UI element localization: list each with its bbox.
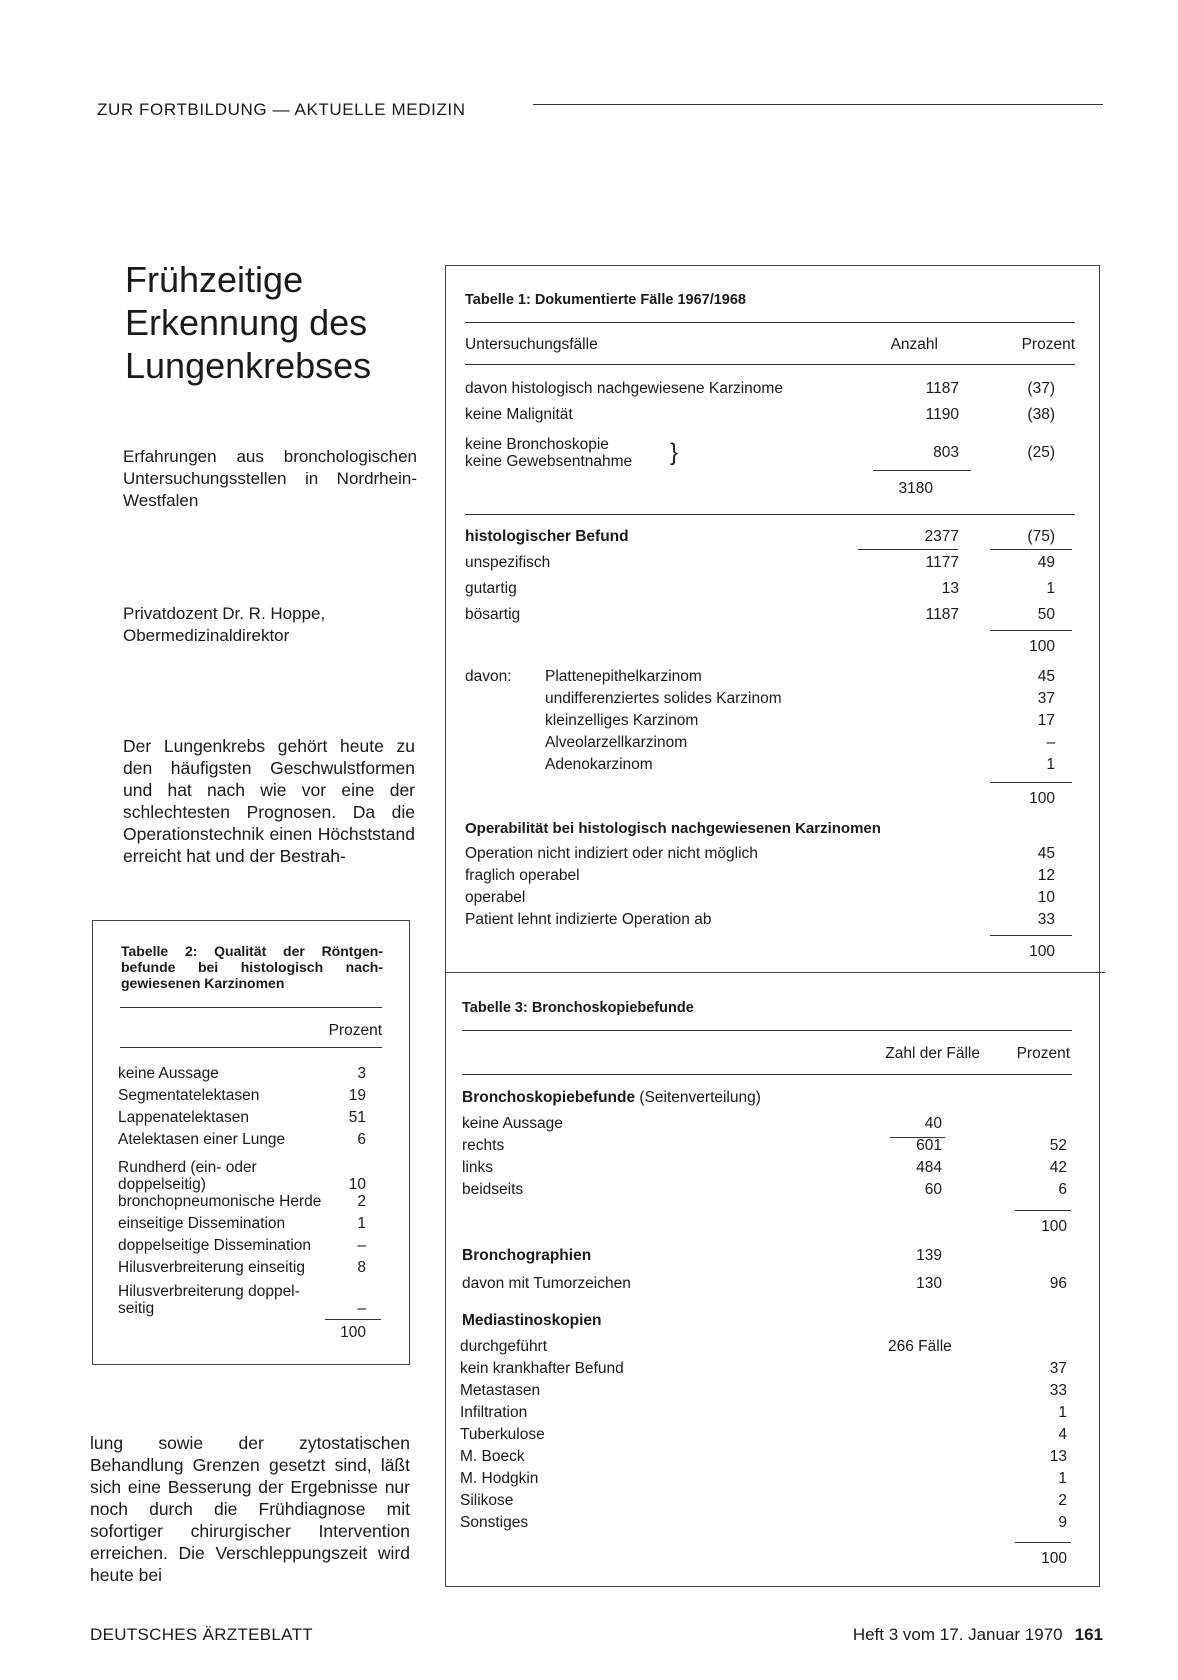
row-label: keine Gewebsentnahme: [465, 453, 633, 470]
table1-caption: Tabelle 1: Dokumentierte Fälle 1967/1968: [465, 292, 747, 308]
row-label: davon histologisch nachgewiesene Karzinome: [465, 380, 783, 397]
table3-col-count: Zahl der Fälle: [885, 1045, 980, 1062]
row-value: 8: [357, 1259, 366, 1276]
row-percent: 50: [1037, 606, 1055, 623]
table2-row: [118, 1153, 366, 1193]
table1-row: [465, 554, 1055, 580]
row-count: 40: [924, 1115, 942, 1132]
table3-col-percent: Prozent: [1016, 1045, 1070, 1062]
row-value: 51: [348, 1109, 366, 1126]
row-value: –: [357, 1300, 366, 1317]
row-label: Hilusverbreiterung einseitig: [118, 1259, 305, 1276]
table3-row: [460, 1470, 1067, 1492]
row-count: 484: [916, 1159, 942, 1176]
row-percent: 1: [1058, 1404, 1067, 1421]
row-value: 6: [357, 1131, 366, 1148]
types-sum-rule: [990, 782, 1072, 783]
davon-label: davon:: [465, 668, 512, 685]
row-count: 1187: [925, 380, 959, 397]
author-line: Privatdozent Dr. R. Hoppe,: [123, 604, 326, 623]
row-label: M. Hodgkin: [460, 1470, 539, 1487]
row-value: 3: [357, 1065, 366, 1082]
broncho-heading-suffix: (Seitenverteilung): [639, 1089, 761, 1106]
broncho-sum-rule: [1015, 1210, 1071, 1211]
row-percent: 10: [1037, 889, 1055, 906]
table1-row: [545, 756, 1055, 778]
mediastino-sum-rule: [1015, 1542, 1071, 1543]
table1-row: [545, 668, 1055, 690]
row-percent: 37: [1049, 1360, 1067, 1377]
row-percent: (37): [1027, 380, 1055, 397]
table1-row: [465, 580, 1055, 606]
table3-row: [462, 1137, 1067, 1159]
table3-rule-top: [462, 1030, 1072, 1031]
row-label: bronchopneumonische Herde: [118, 1193, 322, 1210]
footer-journal: DEUTSCHES ÄRZTEBLATT: [90, 1625, 313, 1644]
row-percent: (25): [1027, 444, 1055, 461]
table2-rule-top: [120, 1007, 382, 1008]
row-label: keine Aussage: [118, 1065, 219, 1082]
table3-row: [460, 1404, 1067, 1426]
table2-row: [118, 1259, 366, 1281]
table1-row: [465, 406, 1055, 432]
histo-count-rule: [858, 549, 958, 550]
row-label: unspezifisch: [465, 554, 551, 571]
oper-sum-rule: [990, 935, 1072, 936]
table2-body: [118, 1065, 366, 1317]
row-count: 1187: [925, 606, 959, 623]
row-count: 139: [916, 1247, 942, 1264]
row-label: bösartig: [465, 606, 521, 623]
table1-row: [465, 867, 1055, 889]
histo-sum-rule: [990, 630, 1072, 631]
table1-oper: [465, 845, 1055, 933]
table3-rule-header: [462, 1074, 1072, 1075]
row-label: Operation nicht indiziert oder nicht möglich: [465, 845, 758, 862]
broncho-count-rule: [890, 1137, 945, 1138]
table3-row: [462, 1159, 1067, 1181]
table2-row: [118, 1131, 366, 1153]
table3-row: [462, 1275, 1067, 1301]
table2-rule-header: [120, 1047, 382, 1048]
row-label: Patient lehnt indizierte Operation ab: [465, 911, 712, 928]
table3-row: [460, 1426, 1067, 1448]
table3-row: [460, 1338, 1067, 1360]
row-label: Infiltration: [460, 1404, 528, 1421]
row-label: Sonstiges: [460, 1514, 529, 1531]
caption-line: Tabelle 2: Qualität der Röntgen-: [121, 943, 383, 959]
row-percent: 12: [1037, 867, 1055, 884]
row-percent: 13: [1049, 1448, 1067, 1465]
table1-row: [465, 528, 1055, 554]
row-value: –: [357, 1237, 366, 1254]
table2-sum-rule: [325, 1319, 381, 1320]
row-percent: 2: [1058, 1492, 1067, 1509]
row-percent: 1: [1058, 1470, 1067, 1487]
table3-bronchographien: [462, 1247, 1067, 1301]
table3-row: [462, 1115, 1067, 1137]
table1-histo-total: 100: [1029, 638, 1055, 655]
table2-caption: [121, 943, 383, 991]
row-count: 803: [933, 444, 959, 461]
row-label: durchgeführt: [460, 1338, 548, 1355]
row-percent: 33: [1049, 1382, 1067, 1399]
table1-rule-mid: [465, 514, 1075, 515]
table2-row: [118, 1109, 366, 1131]
row-label: rechts: [462, 1137, 505, 1154]
row-label: links: [462, 1159, 494, 1176]
row-label: Alveolarzellkarzinom: [545, 734, 688, 751]
row-label: keine Malignität: [465, 406, 573, 423]
row-label: Rundherd (ein- oder doppelseitig): [118, 1159, 257, 1193]
broncho-heading-label: Bronchoskopiebefunde: [462, 1089, 636, 1106]
table3-row: [462, 1247, 1067, 1275]
row-count: 13: [941, 580, 959, 597]
table1-rule-top: [465, 322, 1075, 323]
table-divider: [445, 972, 1105, 973]
row-label: Silikose: [460, 1492, 514, 1509]
row-count: 130: [916, 1275, 942, 1292]
table1-sum-rule: [873, 470, 971, 471]
row-label: fraglich operabel: [465, 867, 580, 884]
row-count: 2377: [924, 528, 959, 545]
row-percent: 49: [1037, 554, 1055, 571]
caption-line: gewiesenen Karzinomen: [121, 975, 285, 991]
author: [123, 603, 325, 647]
running-head: ZUR FORTBILDUNG — AKTUELLE MEDIZIN: [97, 100, 466, 119]
row-label: Hilusverbreiterung doppel- seitig: [118, 1283, 300, 1317]
table1-cases-total: 3180: [898, 480, 933, 497]
row-percent: 96: [1049, 1275, 1067, 1292]
footer-issue: Heft 3 vom 17. Januar 1970: [852, 1625, 1063, 1644]
row-label: Lappenatelektasen: [118, 1109, 250, 1126]
table1-types: [545, 668, 1055, 778]
header-rule: [533, 104, 1103, 105]
title-line: Frühzeitige: [125, 259, 304, 300]
row-label: Segmentatelektasen: [118, 1087, 260, 1104]
table2-row: [118, 1215, 366, 1237]
row-percent: 42: [1049, 1159, 1067, 1176]
article-subtitle: Erfahrungen aus bronchologischen Untersuchungsstellen in Nordrhein-Westfalen: [123, 447, 417, 510]
table2-column-header: Prozent: [328, 1022, 382, 1039]
table2-row: [118, 1237, 366, 1259]
table3-row: [462, 1181, 1067, 1203]
table1-col-count: Anzahl: [890, 336, 938, 353]
operabilitaet-heading: Operabilität bei histologisch nachgewiesenen Karzinomen: [465, 820, 881, 837]
row-value: 19: [348, 1087, 366, 1104]
table1-col-percent: Prozent: [1021, 336, 1075, 353]
row-label: doppelseitige Dissemination: [118, 1237, 312, 1254]
row-value: 10: [348, 1176, 366, 1193]
row-percent: 45: [1037, 845, 1055, 862]
row-percent: 1: [1046, 580, 1055, 597]
table1-row: [465, 889, 1055, 911]
row-label: beidseits: [462, 1181, 524, 1198]
page-number: 161: [1074, 1625, 1103, 1644]
row-count: 60: [924, 1181, 942, 1198]
row-label: Metastasen: [460, 1382, 541, 1399]
row-count: 1190: [925, 406, 959, 423]
table1-row: [465, 380, 1055, 406]
row-percent: 9: [1058, 1514, 1067, 1531]
table1-bracket-row: [465, 436, 1055, 472]
table2-total: 100: [340, 1324, 366, 1341]
row-label: kleinzelliges Karzinom: [545, 712, 699, 729]
row-value: 1: [357, 1215, 366, 1232]
row-percent: (75): [1027, 528, 1055, 545]
footer-issue-line: [853, 1625, 1103, 1645]
table2-row: [118, 1087, 366, 1109]
table1-types-total: 100: [1029, 790, 1055, 807]
row-percent: 37: [1037, 690, 1055, 707]
row-percent: 33: [1037, 911, 1055, 928]
body-text-part1: Der Lungenkrebs gehört heute zu den häufigsten Geschwulstformen und hat nach wie vor eine der schlechtesten Prognosen. Da die Operationstechnik einen Höchststand erreicht hat und der Bestrah-: [123, 736, 415, 866]
table3-caption: Tabelle 3: Bronchoskopiebefunde: [462, 1000, 694, 1016]
row-label: keine Aussage: [462, 1115, 563, 1132]
row-label: M. Boeck: [460, 1448, 525, 1465]
row-label: Bronchographien: [462, 1247, 592, 1264]
article-title: [125, 258, 371, 387]
table2-row: [118, 1281, 366, 1317]
table3-row: [460, 1382, 1067, 1404]
table2-row: [118, 1193, 366, 1215]
table3-row: [460, 1492, 1067, 1514]
table1-histo: [465, 528, 1055, 632]
table3-row: [460, 1448, 1067, 1470]
row-percent: (38): [1027, 406, 1055, 423]
brace-icon: }: [670, 439, 679, 466]
table3-row: [460, 1514, 1067, 1536]
table3-broncho-total: 100: [1041, 1218, 1067, 1235]
row-percent: 6: [1058, 1181, 1067, 1198]
row-percent: 4: [1058, 1426, 1067, 1443]
table1-rule-header: [465, 364, 1075, 365]
row-count: 1177: [925, 554, 959, 571]
row-label: gutartig: [465, 580, 517, 597]
row-label: einseitige Dissemination: [118, 1215, 286, 1232]
row-label: undifferenziertes solides Karzinom: [545, 690, 782, 707]
row-percent: 45: [1037, 668, 1055, 685]
row-percent: 1: [1046, 756, 1055, 773]
row-percent: 17: [1037, 712, 1055, 729]
row-label: operabel: [465, 889, 526, 906]
table3-mediastino: [460, 1338, 1067, 1536]
row-count: 601: [916, 1137, 942, 1154]
row-label: histologischer Befund: [465, 528, 629, 545]
author-line: Obermedizinaldirektor: [123, 626, 290, 645]
table1-col-cases: Untersuchungsfälle: [465, 336, 598, 353]
title-line: Lungenkrebses: [125, 345, 372, 386]
table1-row: [545, 712, 1055, 734]
table1-row: [465, 911, 1055, 933]
row-label: Tuberkulose: [460, 1426, 545, 1443]
title-line: Erkennung des: [125, 302, 368, 343]
table1-row: [545, 734, 1055, 756]
row-label: davon mit Tumorzeichen: [462, 1275, 631, 1292]
mediastino-heading: Mediastinoskopien: [462, 1312, 602, 1329]
row-label: Adenokarzinom: [545, 756, 653, 773]
caption-line: befunde bei histologisch nach-: [121, 959, 383, 975]
table1-row: [465, 606, 1055, 632]
row-count: 266 Fälle: [888, 1338, 952, 1355]
row-label: Atelektasen einer Lunge: [118, 1131, 286, 1148]
table1-oper-total: 100: [1029, 943, 1055, 960]
row-percent: 52: [1049, 1137, 1067, 1154]
table1-row: [465, 845, 1055, 867]
table1-row: [545, 690, 1055, 712]
row-label: keine Bronchoskopie: [465, 436, 609, 453]
table2-row: [118, 1065, 366, 1087]
body-text-part2: lung sowie der zytostatischen Behandlung Grenzen gesetzt sind, läßt sich eine Besserung der Ergebnisse nur noch durch die Frühdiagnose mit sofortiger chirurgischer Intervention erreichen. Die Verschleppungszeit wird heute bei: [90, 1433, 410, 1585]
table3-mediastino-total: 100: [1041, 1550, 1067, 1567]
row-label: kein krankhafter Befund: [460, 1360, 624, 1377]
row-value: 2: [357, 1193, 366, 1210]
table1-cases: [465, 380, 1055, 472]
table3-row: [460, 1360, 1067, 1382]
table3-broncho: [462, 1115, 1067, 1203]
row-label: Plattenepithelkarzinom: [545, 668, 702, 685]
row-percent: –: [1046, 734, 1055, 751]
broncho-heading: [462, 1089, 761, 1107]
histo-percent-rule: [990, 549, 1072, 550]
